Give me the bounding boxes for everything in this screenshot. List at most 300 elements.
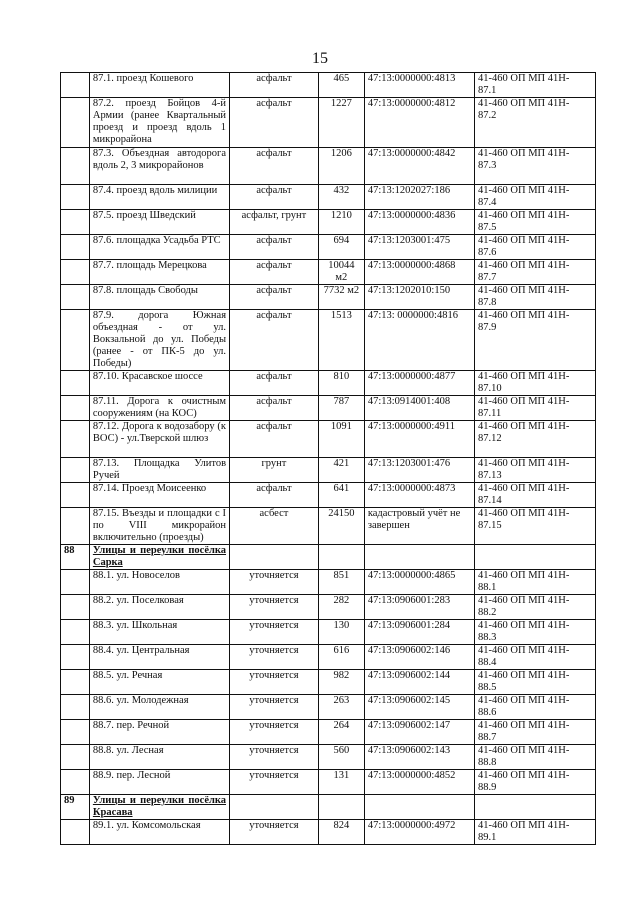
surface-type-text: уточняется	[249, 620, 299, 631]
table-row	[61, 285, 596, 310]
length-text: 810	[333, 371, 350, 382]
length-cell	[318, 396, 364, 421]
length-text: 130	[333, 620, 350, 631]
surface-type-text: уточняется	[249, 745, 299, 756]
road-id-cell	[475, 570, 596, 595]
table-row	[61, 745, 596, 770]
cadastral-number-text: 47:13:0906002:146	[367, 645, 451, 656]
length-cell	[318, 570, 364, 595]
road-id-cell	[475, 210, 596, 235]
row-number-cell	[61, 820, 90, 845]
road-name-cell	[89, 745, 229, 770]
length-text: 10044 м2	[328, 260, 355, 283]
cadastral-number-text: 47:13:0000000:4852	[367, 770, 456, 781]
road-name-text: 89.1. ул. Комсомольская	[92, 820, 201, 831]
surface-type-text: уточняется	[249, 595, 299, 606]
surface-type-cell	[230, 670, 319, 695]
row-number-cell	[61, 695, 90, 720]
road-name-cell	[89, 260, 229, 285]
cadastral-number-text: 47:13:0000000:4911	[367, 421, 455, 432]
row-number-cell	[61, 210, 90, 235]
surface-type-text: уточняется	[249, 645, 299, 656]
road-id-cell	[475, 285, 596, 310]
row-number-cell	[61, 595, 90, 620]
road-name-cell	[89, 483, 229, 508]
surface-type-cell	[230, 770, 319, 795]
surface-type-text: уточняется	[249, 695, 299, 706]
road-name-cell	[89, 570, 229, 595]
surface-type-cell	[230, 260, 319, 285]
road-id-cell	[475, 720, 596, 745]
surface-type-text: уточняется	[249, 770, 299, 781]
road-id-cell	[475, 745, 596, 770]
road-name-text: 88.5. ул. Речная	[92, 670, 163, 681]
road-id-text: 41-460 ОП МП 41Н- 87.11	[478, 396, 570, 419]
road-name-cell	[89, 285, 229, 310]
length-cell	[318, 820, 364, 845]
road-id-cell	[475, 483, 596, 508]
cadastral-number-text: 47:13:0000000:4813	[367, 73, 456, 84]
road-id-text: 41-460 ОП МП 41Н- 88.4	[478, 645, 570, 668]
table-row	[61, 770, 596, 795]
table-row	[61, 73, 596, 98]
table-row	[61, 620, 596, 645]
surface-type-cell	[230, 695, 319, 720]
road-id-cell	[475, 396, 596, 421]
cadastral-number-text: 47:13:0906002:144	[367, 670, 451, 681]
length-text: 24150	[328, 508, 355, 519]
road-name-cell	[89, 720, 229, 745]
road-name-cell	[89, 371, 229, 396]
table-row	[61, 148, 596, 185]
surface-type-text: уточняется	[249, 570, 299, 581]
surface-type-cell	[230, 396, 319, 421]
length-text: 465	[333, 73, 350, 84]
length-text: 694	[333, 235, 350, 246]
row-number-cell	[61, 570, 90, 595]
road-name-text: 88.1. ул. Новоселов	[92, 570, 180, 581]
road-name-text: 87.3. Объездная автодорога вдоль 2, 3 микрорайонов	[92, 148, 227, 171]
road-name-text: 87.2. проезд Бойцов 4-й Армии (ранее Квартальный проезд и проезд вдоль 1 микрорайона	[92, 98, 227, 145]
length-cell	[318, 720, 364, 745]
road-name-text: 88.3. ул. Школьная	[92, 620, 178, 631]
surface-type-text: асбест	[259, 508, 289, 519]
road-id-text: 41-460 ОП МП 41Н- 88.6	[478, 695, 570, 718]
road-name-cell	[89, 185, 229, 210]
surface-type-text: асфальт	[256, 483, 292, 494]
road-id-text: 41-460 ОП МП 41Н- 87.5	[478, 210, 570, 233]
table-row	[61, 421, 596, 458]
cadastral-number-cell	[364, 720, 474, 745]
road-id-cell	[475, 545, 596, 570]
table-group-row	[61, 545, 596, 570]
cadastral-number-text: 47:13:1202010:150	[367, 285, 451, 296]
surface-type-text: асфальт	[256, 396, 292, 407]
road-name-cell	[89, 73, 229, 98]
cadastral-number-cell	[364, 820, 474, 845]
road-id-cell	[475, 98, 596, 148]
road-id-cell	[475, 695, 596, 720]
surface-type-text: асфальт	[256, 148, 292, 159]
road-id-cell	[475, 458, 596, 483]
cadastral-number-cell	[364, 260, 474, 285]
length-text: 787	[333, 396, 350, 407]
surface-type-cell	[230, 73, 319, 98]
surface-type-text: асфальт	[256, 421, 292, 432]
surface-type-cell	[230, 795, 319, 820]
cadastral-number-text: кадастровый учёт не завершен	[367, 508, 461, 531]
road-name-text: 88.7. пер. Речной	[92, 720, 170, 731]
cadastral-number-cell	[364, 795, 474, 820]
road-name-cell	[89, 98, 229, 148]
row-number-cell	[61, 720, 90, 745]
road-name-text: 87.12. Дорога к водозабору (к ВОС) - ул.Тверской шлюз	[92, 421, 227, 444]
road-name-text: 87.10. Красавское шоссе	[92, 371, 203, 382]
road-name-cell	[89, 148, 229, 185]
length-text: 616	[333, 645, 350, 656]
row-number-cell	[61, 235, 90, 260]
row-number-cell	[61, 458, 90, 483]
cadastral-number-cell	[364, 695, 474, 720]
cadastral-number-text: 47:13:0000000:4842	[367, 148, 456, 159]
length-text: 1206	[330, 148, 352, 159]
row-number-cell	[61, 508, 90, 545]
table-row	[61, 670, 596, 695]
cadastral-number-text: 47:13:0000000:4972	[367, 820, 456, 831]
road-id-text: 41-460 ОП МП 41Н- 87.10	[478, 371, 570, 394]
road-id-cell	[475, 795, 596, 820]
road-name-cell	[89, 421, 229, 458]
row-number-cell	[61, 545, 90, 570]
cadastral-number-text: 47:13:0906002:147	[367, 720, 451, 731]
roads-table	[60, 72, 596, 845]
road-name-cell	[89, 545, 229, 570]
cadastral-number-text: 47:13:0000000:4865	[367, 570, 456, 581]
road-name-cell	[89, 210, 229, 235]
table-row	[61, 396, 596, 421]
row-number-cell	[61, 670, 90, 695]
length-text: 1513	[330, 310, 352, 321]
cadastral-number-text: 47:13:0906001:283	[367, 595, 451, 606]
road-id-text: 41-460 ОП МП 41Н- 87.14	[478, 483, 570, 506]
length-cell	[318, 745, 364, 770]
table-row	[61, 235, 596, 260]
length-cell	[318, 371, 364, 396]
cadastral-number-text: 47:13:0914001:408	[367, 396, 451, 407]
cadastral-number-cell	[364, 508, 474, 545]
cadastral-number-cell	[364, 770, 474, 795]
table-row	[61, 310, 596, 371]
length-text: 7732 м2	[323, 285, 360, 296]
table-row	[61, 695, 596, 720]
surface-type-text: грунт	[261, 458, 287, 469]
surface-type-text: уточняется	[249, 720, 299, 731]
surface-type-text: асфальт	[256, 185, 292, 196]
road-name-text: 88.8. ул. Лесная	[92, 745, 164, 756]
surface-type-cell	[230, 745, 319, 770]
road-id-text: 41-460 ОП МП 41Н- 88.8	[478, 745, 570, 768]
cadastral-number-text: 47:13:0000000:4877	[367, 371, 456, 382]
road-id-text: 41-460 ОП МП 41Н- 87.8	[478, 285, 570, 308]
road-id-cell	[475, 260, 596, 285]
road-name-text: Улицы и переулки посёлка Красава	[92, 795, 227, 818]
surface-type-cell	[230, 148, 319, 185]
length-cell	[318, 235, 364, 260]
road-id-text: 41-460 ОП МП 41Н- 87.6	[478, 235, 570, 258]
length-cell	[318, 458, 364, 483]
cadastral-number-cell	[364, 421, 474, 458]
table-row	[61, 458, 596, 483]
road-name-text: Улицы и переулки посёлка Сарка	[92, 545, 227, 568]
road-name-text: 87.1. проезд Кошевого	[92, 73, 194, 84]
surface-type-text: асфальт	[256, 371, 292, 382]
table-row	[61, 595, 596, 620]
length-cell	[318, 310, 364, 371]
road-name-text: 88.9. пер. Лесной	[92, 770, 171, 781]
surface-type-cell	[230, 310, 319, 371]
surface-type-cell	[230, 645, 319, 670]
table-row	[61, 570, 596, 595]
cadastral-number-cell	[364, 371, 474, 396]
surface-type-text: уточняется	[249, 820, 299, 831]
row-number-cell	[61, 371, 90, 396]
length-text: 1091	[330, 421, 352, 432]
table-row	[61, 371, 596, 396]
road-id-text: 41-460 ОП МП 41Н- 87.1	[478, 73, 570, 96]
road-name-text: 87.15. Въезды и площадки с I по VIII микрорайон включительно (проезды)	[92, 508, 227, 543]
road-id-text: 41-460 ОП МП 41Н- 88.9	[478, 770, 570, 793]
page-number: 15	[312, 50, 328, 67]
road-name-text: 88.4. ул. Центральная	[92, 645, 190, 656]
road-name-text: 87.9. дорога Южная объездная - от ул. Вокзальной до ул. Победы (ранее - от ПК-5 до ул. Победы)	[92, 310, 227, 369]
surface-type-cell	[230, 371, 319, 396]
cadastral-number-text: 47:13: 0000000:4816	[367, 310, 458, 321]
cadastral-number-text: 47:13:0906001:284	[367, 620, 451, 631]
length-cell	[318, 545, 364, 570]
length-cell	[318, 483, 364, 508]
length-cell	[318, 73, 364, 98]
surface-type-cell	[230, 595, 319, 620]
cadastral-number-cell	[364, 98, 474, 148]
road-id-cell	[475, 73, 596, 98]
road-id-text: 41-460 ОП МП 41Н- 88.2	[478, 595, 570, 618]
row-number-cell	[61, 795, 90, 820]
road-id-cell	[475, 820, 596, 845]
row-number-cell	[61, 310, 90, 371]
road-name-cell	[89, 645, 229, 670]
length-cell	[318, 620, 364, 645]
road-name-text: 87.11. Дорога к очистным сооружениям (на КОС)	[92, 396, 227, 419]
surface-type-text: асфальт	[256, 235, 292, 246]
cadastral-number-cell	[364, 310, 474, 371]
road-id-text: 41-460 ОП МП 41Н- 87.4	[478, 185, 570, 208]
road-id-text: 41-460 ОП МП 41Н- 88.1	[478, 570, 570, 593]
length-cell	[318, 421, 364, 458]
road-name-cell	[89, 695, 229, 720]
road-id-cell	[475, 670, 596, 695]
road-name-text: 87.8. площадь Свободы	[92, 285, 198, 296]
road-name-text: 88.6. ул. Молодежная	[92, 695, 189, 706]
cadastral-number-cell	[364, 745, 474, 770]
length-cell	[318, 795, 364, 820]
cadastral-number-cell	[364, 210, 474, 235]
surface-type-cell	[230, 98, 319, 148]
row-number-cell	[61, 98, 90, 148]
road-name-text: 87.7. площадь Мерецкова	[92, 260, 207, 271]
table-row	[61, 98, 596, 148]
cadastral-number-cell	[364, 483, 474, 508]
length-cell	[318, 695, 364, 720]
row-number-cell	[61, 185, 90, 210]
surface-type-cell	[230, 545, 319, 570]
cadastral-number-cell	[364, 595, 474, 620]
row-number-cell	[61, 396, 90, 421]
road-id-text: 41-460 ОП МП 41Н- 88.7	[478, 720, 570, 743]
surface-type-text: асфальт	[256, 98, 292, 109]
length-text: 263	[333, 695, 350, 706]
road-name-cell	[89, 795, 229, 820]
length-text: 264	[333, 720, 350, 731]
surface-type-text: асфальт, грунт	[241, 210, 307, 221]
length-cell	[318, 770, 364, 795]
cadastral-number-cell	[364, 545, 474, 570]
surface-type-text: асфальт	[256, 260, 292, 271]
road-name-text: 88.2. ул. Поселковая	[92, 595, 184, 606]
cadastral-number-cell	[364, 73, 474, 98]
cadastral-number-cell	[364, 148, 474, 185]
road-name-cell	[89, 458, 229, 483]
cadastral-number-text: 47:13:0000000:4868	[367, 260, 456, 271]
road-name-cell	[89, 396, 229, 421]
surface-type-cell	[230, 483, 319, 508]
length-text: 824	[333, 820, 350, 831]
length-text: 282	[333, 595, 350, 606]
length-text: 982	[333, 670, 350, 681]
length-cell	[318, 508, 364, 545]
cadastral-number-text: 47:13:1203001:475	[367, 235, 451, 246]
length-cell	[318, 260, 364, 285]
row-number-cell	[61, 770, 90, 795]
row-number-cell	[61, 620, 90, 645]
length-cell	[318, 285, 364, 310]
cadastral-number-text: 47:13:0906002:145	[367, 695, 451, 706]
surface-type-text: асфальт	[256, 73, 292, 84]
cadastral-number-text: 47:13:0000000:4873	[367, 483, 456, 494]
road-name-text: 87.14. Проезд Моисеенко	[92, 483, 207, 494]
road-id-cell	[475, 421, 596, 458]
length-cell	[318, 670, 364, 695]
surface-type-cell	[230, 570, 319, 595]
road-id-cell	[475, 310, 596, 371]
roads-table-body	[61, 73, 596, 845]
cadastral-number-cell	[364, 458, 474, 483]
cadastral-number-text: 47:13:0000000:4812	[367, 98, 456, 109]
road-name-cell	[89, 820, 229, 845]
length-text: 131	[333, 770, 350, 781]
length-cell	[318, 210, 364, 235]
length-text: 432	[333, 185, 350, 196]
length-cell	[318, 645, 364, 670]
cadastral-number-cell	[364, 396, 474, 421]
road-id-text: 41-460 ОП МП 41Н- 88.5	[478, 670, 570, 693]
row-number-cell	[61, 745, 90, 770]
road-id-text: 41-460 ОП МП 41Н- 87.13	[478, 458, 570, 481]
road-id-text: 41-460 ОП МП 41Н- 88.3	[478, 620, 570, 643]
road-name-cell	[89, 235, 229, 260]
road-id-cell	[475, 595, 596, 620]
table-row	[61, 645, 596, 670]
length-text: 560	[333, 745, 350, 756]
row-number-text: 88	[64, 545, 75, 556]
road-name-text: 87.13. Площадка Улитов Ручей	[92, 458, 227, 481]
road-id-cell	[475, 645, 596, 670]
table-row	[61, 720, 596, 745]
road-id-cell	[475, 770, 596, 795]
road-id-text: 41-460 ОП МП 41Н- 87.12	[478, 421, 570, 444]
cadastral-number-text: 47:13:1203001:476	[367, 458, 451, 469]
road-name-text: 87.4. проезд вдоль милиции	[92, 185, 218, 196]
road-name-text: 87.5. проезд Шведский	[92, 210, 196, 221]
surface-type-text: асфальт	[256, 310, 292, 321]
table-row	[61, 483, 596, 508]
road-id-text: 41-460 ОП МП 41Н- 87.2	[478, 98, 570, 121]
cadastral-number-text: 47:13:0000000:4836	[367, 210, 456, 221]
row-number-cell	[61, 483, 90, 508]
road-id-cell	[475, 508, 596, 545]
row-number-cell	[61, 260, 90, 285]
row-number-cell	[61, 73, 90, 98]
road-name-cell	[89, 595, 229, 620]
length-text: 851	[333, 570, 350, 581]
surface-type-cell	[230, 235, 319, 260]
road-name-cell	[89, 508, 229, 545]
cadastral-number-cell	[364, 645, 474, 670]
road-id-cell	[475, 148, 596, 185]
surface-type-cell	[230, 421, 319, 458]
road-name-cell	[89, 670, 229, 695]
surface-type-cell	[230, 285, 319, 310]
table-row	[61, 820, 596, 845]
row-number-text: 89	[64, 795, 75, 806]
table-row	[61, 508, 596, 545]
length-cell	[318, 148, 364, 185]
row-number-cell	[61, 285, 90, 310]
road-id-cell	[475, 620, 596, 645]
surface-type-cell	[230, 508, 319, 545]
table-group-row	[61, 795, 596, 820]
length-text: 1227	[330, 98, 352, 109]
road-id-text: 41-460 ОП МП 41Н- 89.1	[478, 820, 570, 843]
road-id-text: 41-460 ОП МП 41Н- 87.9	[478, 310, 570, 333]
road-id-text: 41-460 ОП МП 41Н- 87.3	[478, 148, 570, 171]
cadastral-number-cell	[364, 620, 474, 645]
surface-type-cell	[230, 820, 319, 845]
row-number-cell	[61, 148, 90, 185]
length-cell	[318, 98, 364, 148]
row-number-cell	[61, 421, 90, 458]
table-row	[61, 260, 596, 285]
road-name-cell	[89, 620, 229, 645]
surface-type-text: уточняется	[249, 670, 299, 681]
cadastral-number-cell	[364, 285, 474, 310]
surface-type-cell	[230, 210, 319, 235]
length-text: 1210	[330, 210, 352, 221]
road-id-cell	[475, 371, 596, 396]
road-name-cell	[89, 770, 229, 795]
surface-type-cell	[230, 620, 319, 645]
surface-type-text: асфальт	[256, 285, 292, 296]
road-id-cell	[475, 185, 596, 210]
